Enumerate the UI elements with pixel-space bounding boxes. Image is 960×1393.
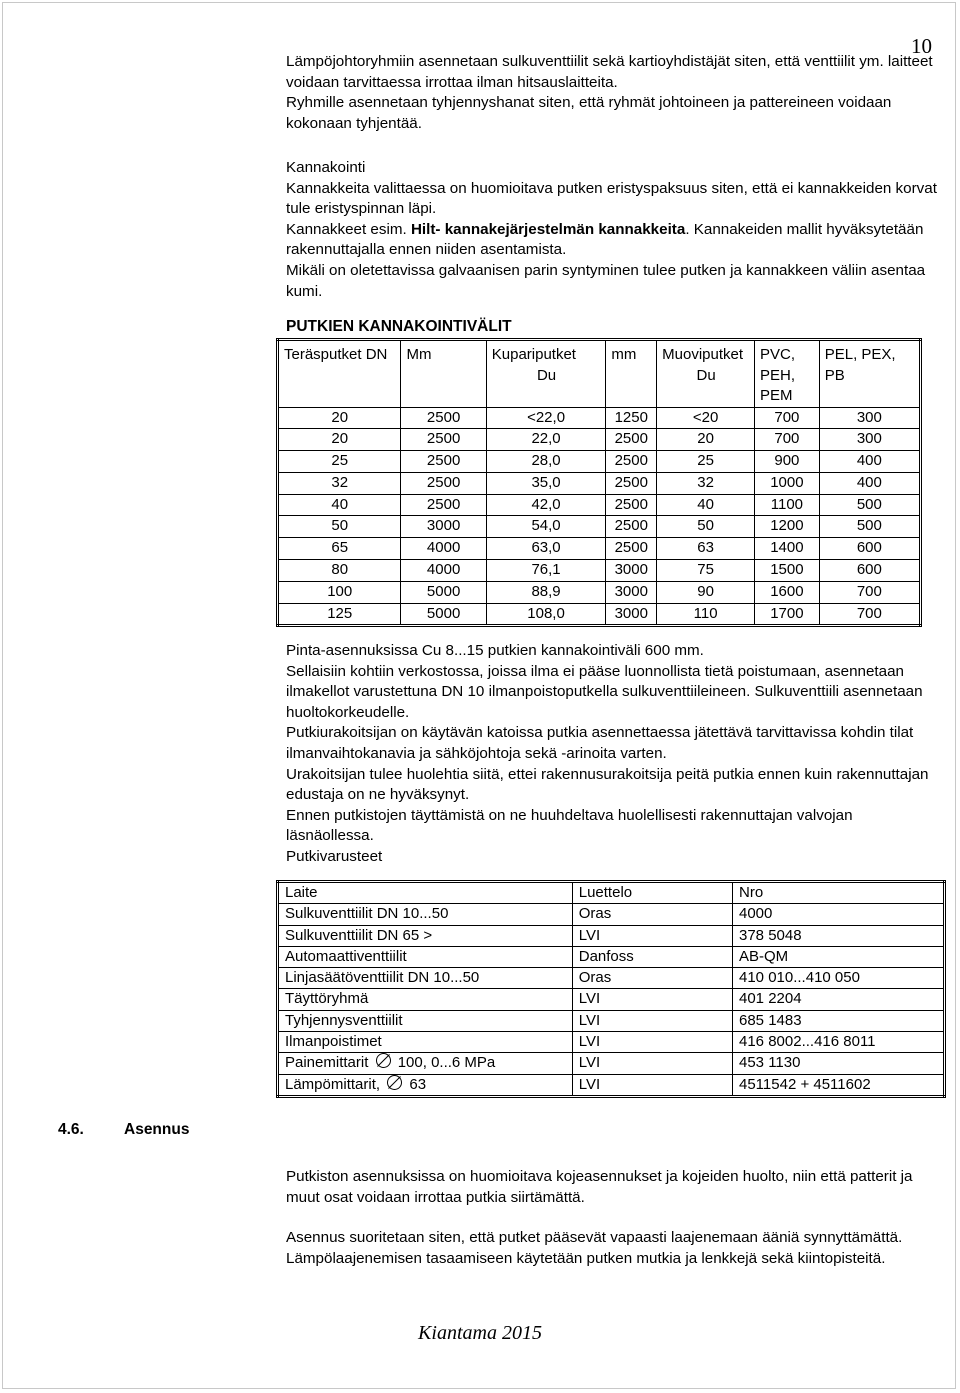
table-row — [278, 516, 921, 538]
header-pvc: PVC, PEH, PEM — [755, 340, 820, 408]
section-heading — [58, 1121, 189, 1139]
intro-paragraph-2: Ryhmille asennetaan tyhjennyshanat siten, että ryhmät johtoineen ja pattereineen voidaan kokonaan tyhjentää. — [286, 94, 892, 132]
cell: Tyhjennysventtiilit — [278, 1010, 573, 1031]
cell: LVI — [572, 1074, 732, 1096]
cell: 1000 — [755, 472, 820, 494]
cell: 5000 — [401, 603, 486, 626]
asennus-paragraph-1: Putkiston asennuksissa on huomioitava kojeasennukset ja kojeiden huolto, niin että patterit ja muut osat voidaan irrottaa putkia siirtämättä. — [286, 1168, 913, 1206]
cell: 80 — [278, 560, 401, 582]
cell: Automaattiventtiilit — [278, 946, 573, 967]
cell: 378 5048 — [733, 925, 945, 946]
cell: Oras — [572, 904, 732, 925]
table-row — [278, 1053, 945, 1074]
cell: 20 — [657, 429, 755, 451]
table-row — [278, 472, 921, 494]
table-row — [278, 1032, 945, 1053]
kannakointi-section — [286, 158, 940, 302]
table-row — [278, 538, 921, 560]
pipe-fittings-table — [276, 880, 946, 1098]
table-row — [278, 560, 921, 582]
cell: 2500 — [401, 494, 486, 516]
cell: 1100 — [755, 494, 820, 516]
cell: 4511542 + 4511602 — [733, 1074, 945, 1096]
header-pel: PEL, PEX, PB — [819, 340, 920, 408]
table-row — [278, 407, 921, 429]
header-plastic — [657, 340, 755, 408]
cell: 54,0 — [486, 516, 606, 538]
cell: 1200 — [755, 516, 820, 538]
table-row — [278, 429, 921, 451]
cell: 100 — [278, 581, 401, 603]
cell: 900 — [755, 451, 820, 473]
table-row — [278, 904, 945, 925]
cell: LVI — [572, 925, 732, 946]
cell: 76,1 — [486, 560, 606, 582]
header-steel-mm: Mm — [401, 340, 486, 408]
diameter-icon — [387, 1075, 402, 1090]
section-title: Asennus — [124, 1121, 190, 1138]
header-copper — [486, 340, 606, 408]
cell: 700 — [755, 407, 820, 429]
cell: Linjasäätöventtiilit DN 10...50 — [278, 968, 573, 989]
cell: 700 — [755, 429, 820, 451]
painemittarit-spec: 100, 0...6 MPa — [397, 1054, 496, 1072]
intro-paragraph-1: Lämpöjohtoryhmiin asennetaan sulkuventtiilit sekä kartioyhdistäjät siten, että venttiilit ym. laitteet voidaan tarvittaessa irrottaa ilman hitsauslaitteita. — [286, 53, 933, 91]
cell: 40 — [278, 494, 401, 516]
cell: 4000 — [733, 904, 945, 925]
table-row — [278, 989, 945, 1010]
kannakointi-text-2-suffix: . Kannakeiden mallit hyväksytetään rakennuttajalla ennen niiden asentamista. — [286, 220, 924, 259]
cell: 685 1483 — [733, 1010, 945, 1031]
cell: 400 — [819, 472, 920, 494]
cell: 2500 — [606, 429, 657, 451]
cell: LVI — [572, 1053, 732, 1074]
kannakointi-text-2-prefix: Kannakkeet esim. — [286, 220, 411, 238]
cell: AB-QM — [733, 946, 945, 967]
asennus-paragraph-2: Asennus suoritetaan siten, että putket pääsevät vapaasti laajenemaan ääniä synnyttämättä. Lämpölaajenemisen tasaamiseen käytetään putken mutkia ja lenkkejä sekä kiintopisteitä. — [286, 1229, 903, 1267]
cell: Täyttöryhmä — [278, 989, 573, 1010]
header-copper-mm: mm — [606, 340, 657, 408]
cell: 90 — [657, 581, 755, 603]
kannakointi-text-1: Kannakkeita valittaessa on huomioitava putken eristyspaksuus siten, että ei kannakkeiden korvat tule eristyspinnan läpi. — [286, 179, 937, 218]
header-catalog: Luettelo — [572, 882, 732, 904]
cell: 2500 — [606, 472, 657, 494]
kannakointi-text-2 — [286, 220, 940, 261]
cell: 453 1130 — [733, 1053, 945, 1074]
header-copper-du: Du — [536, 366, 557, 384]
cell: 2500 — [606, 451, 657, 473]
intro-text — [286, 52, 940, 134]
cell: 108,0 — [486, 603, 606, 626]
cell: 5000 — [401, 581, 486, 603]
cell: 4000 — [401, 538, 486, 560]
table-row — [278, 946, 945, 967]
cell: 416 8002...416 8011 — [733, 1032, 945, 1053]
cell: 35,0 — [486, 472, 606, 494]
surface-install-note: Pinta-asennuksissa Cu 8...15 putkien kannakointiväli 600 mm. — [286, 642, 704, 659]
cell: 2500 — [401, 407, 486, 429]
cell: 2500 — [606, 538, 657, 560]
cell: 28,0 — [486, 451, 606, 473]
cell: 600 — [819, 560, 920, 582]
after-table-text — [286, 641, 940, 868]
cell: 40 — [657, 494, 755, 516]
cell: 2500 — [606, 516, 657, 538]
hilt-brand: Hilt- kannakejärjestelmän kannakkeita — [410, 220, 686, 238]
cell: 700 — [819, 581, 920, 603]
cell: 25 — [657, 451, 755, 473]
cell: 20 — [278, 429, 401, 451]
cell: 300 — [819, 407, 920, 429]
table-header-row — [278, 882, 945, 904]
approval-note: Urakoitsijan tulee huolehtia siitä, ettei rakennusurakoitsija peitä putkia ennen kuin rakennuttajan edustaja on ne hyväksynyt. — [286, 765, 929, 804]
diameter-icon — [376, 1053, 391, 1068]
cell: 3000 — [401, 516, 486, 538]
cell: 63,0 — [486, 538, 606, 560]
cell: 2500 — [401, 472, 486, 494]
cell: LVI — [572, 989, 732, 1010]
table-header-row — [278, 340, 921, 408]
cell: 1600 — [755, 581, 820, 603]
cell: 75 — [657, 560, 755, 582]
putkivarusteet-heading: Putkivarusteet — [286, 847, 383, 865]
cell: 2500 — [606, 494, 657, 516]
table-row — [278, 1010, 945, 1031]
cell: LVI — [572, 1032, 732, 1053]
table-title: PUTKIEN KANNAKOINTIVÄLIT — [286, 318, 512, 335]
cell-lampomittarit — [278, 1074, 573, 1096]
cell: 2500 — [401, 429, 486, 451]
cell: 4000 — [401, 560, 486, 582]
cell: 600 — [819, 538, 920, 560]
painemittarit-label: Painemittarit — [285, 1054, 369, 1072]
cell: 1500 — [755, 560, 820, 582]
table-row — [278, 581, 921, 603]
cell: 1700 — [755, 603, 820, 626]
cell: 32 — [657, 472, 755, 494]
cell: 65 — [278, 538, 401, 560]
cell: Ilmanpoistimet — [278, 1032, 573, 1053]
cell: <20 — [657, 407, 755, 429]
cell: Sulkuventtiilit DN 10...50 — [278, 904, 573, 925]
header-device: Laite — [278, 882, 573, 904]
cell-painemittarit — [278, 1053, 573, 1074]
kannakointi-heading: Kannakointi — [286, 159, 366, 176]
lampomittarit-label: Lämpömittarit, — [285, 1075, 381, 1093]
pipe-support-table — [276, 338, 922, 627]
lampomittarit-spec: 63 — [409, 1075, 427, 1093]
cell: 50 — [278, 516, 401, 538]
cell: 1250 — [606, 407, 657, 429]
cell: 3000 — [606, 603, 657, 626]
cell: 50 — [657, 516, 755, 538]
cell: Danfoss — [572, 946, 732, 967]
table-row — [278, 925, 945, 946]
table-row — [278, 451, 921, 473]
cell: 300 — [819, 429, 920, 451]
cell: Sulkuventtiilit DN 65 > — [278, 925, 573, 946]
cell: LVI — [572, 1010, 732, 1031]
header-plastic-label: Muoviputket — [662, 346, 744, 363]
cell: 125 — [278, 603, 401, 626]
cell: 500 — [819, 516, 920, 538]
ceiling-space-note: Putkiurakoitsijan on käytävän katoissa putkia asennettaessa jätettävä tarvittavissa kohdin tilat ilmanvaihtokanavia ja sähköjohtoja sekä -arinoita varten. — [286, 724, 914, 762]
cell: <22,0 — [486, 407, 606, 429]
cell: 3000 — [606, 581, 657, 603]
cell: 2500 — [401, 451, 486, 473]
cell: 32 — [278, 472, 401, 494]
cell: 20 — [278, 407, 401, 429]
air-vent-note: Sellaisiin kohtiin verkostossa, joissa ilma ei pääse luonnollista tietä poistumaan, asennetaan ilmakellot varustettuna DN 10 ilmanpoistoputkella sulkuventtiileineen. Sulkuventtiili asennetaan huoltokorkeudelle. — [286, 662, 923, 721]
cell: 110 — [657, 603, 755, 626]
flushing-note: Ennen putkistojen täyttämistä on ne huuhdeltava huolellisesti rakennuttajan valvojan läsnäollessa. — [286, 806, 853, 845]
section-number: 4.6. — [58, 1121, 84, 1138]
header-copper-label: Kupariputket — [491, 346, 576, 363]
cell: 700 — [856, 604, 882, 622]
table-row — [278, 494, 921, 516]
cell: 400 — [819, 451, 920, 473]
cell: 25 — [278, 451, 401, 473]
page-number: 10 — [911, 34, 932, 58]
cell: 88,9 — [486, 581, 606, 603]
header-steel-dn: Teräsputket DN — [278, 340, 401, 408]
header-plastic-du: Du — [696, 366, 716, 384]
cell: 22,0 — [486, 429, 606, 451]
footer-text: Kiantama 2015 — [418, 1322, 542, 1344]
cell: 63 — [657, 538, 755, 560]
table-row — [278, 968, 945, 989]
table-row — [278, 603, 921, 626]
cell: 401 2204 — [733, 989, 945, 1010]
cell: 500 — [819, 494, 920, 516]
table-row — [278, 1074, 945, 1096]
kannakointi-text-3: Mikäli on oletettavissa galvaanisen parin syntyminen tulee putken ja kannakkeen väliin asentaa kumi. — [286, 261, 926, 300]
header-number: Nro — [733, 882, 945, 904]
cell: 3000 — [606, 560, 657, 582]
cell: Oras — [572, 968, 732, 989]
asennus-text — [286, 1167, 940, 1269]
cell: 410 010...410 050 — [733, 968, 945, 989]
cell: 42,0 — [486, 494, 606, 516]
cell: 1400 — [755, 538, 820, 560]
